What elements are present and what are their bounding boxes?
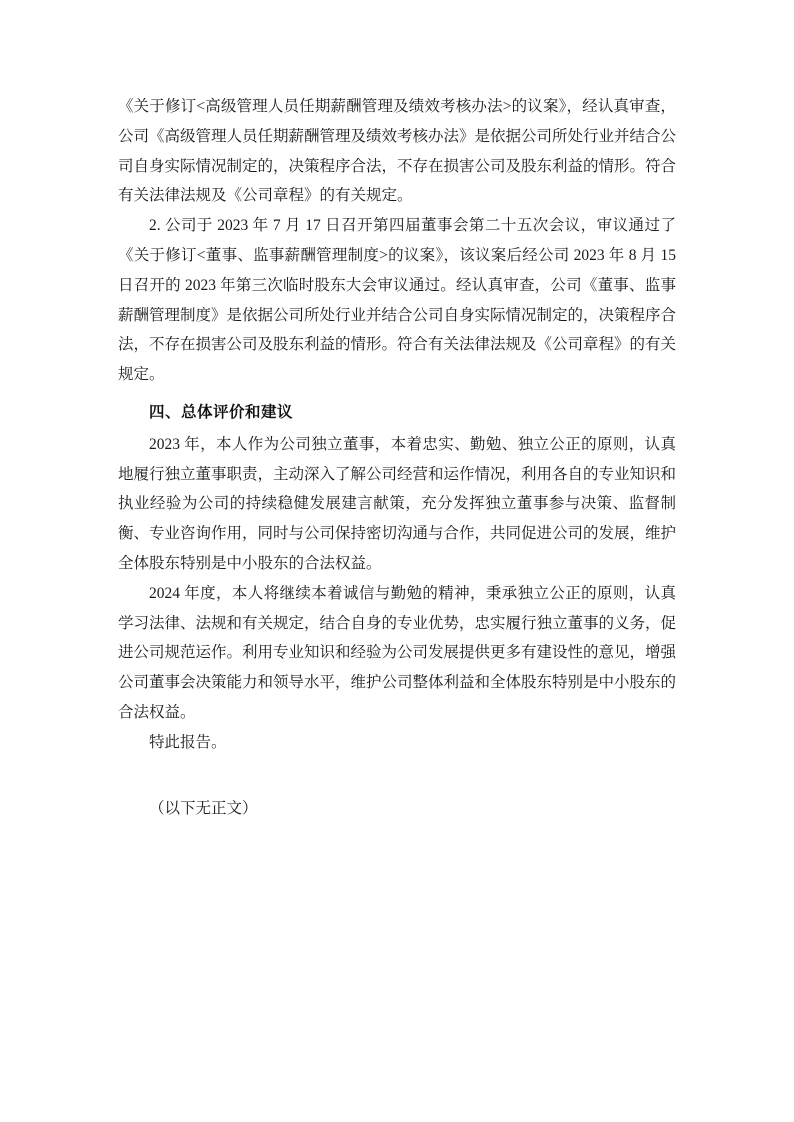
section-heading-overall-evaluation: 四、总体评价和建议 (149, 403, 294, 421)
paragraph-2023-evaluation: 2023 年，本人作为公司独立董事，本着忠实、勤勉、独立公正的原则，认真地履行独立董事职责，主动深入了解公司经营和运作情况，利用各自的专业知识和执业经验为公司的持续稳健发展建言献策，充分发挥独立董事参与决策、监督制衡、专业咨询作用，同时与公司保持密切沟通与合作，共同促进公司的发展，维护全体股东特别是中小股东的合法权益。 (118, 435, 677, 572)
paragraph-2024-outlook: 2024 年度，本人将继续本着诚信与勤勉的精神，秉承独立公正的原则，认真学习法律、法规和有关规定，结合自身的专业优势，忠实履行独立董事的义务，促进公司规范运作。利用专业知识和经验为公司发展提供更多有建设性的意见，增强公司董事会决策能力和领导水平，维护公司整体利益和全体股东特别是中小股东的合法权益。 (118, 584, 677, 721)
paragraph-report-closing: 特此报告。 (149, 733, 227, 751)
paragraph-no-more-text-notice: （以下无正文） (149, 799, 258, 817)
paragraph-board-meeting-2023: 2. 公司于 2023 年 7 月 17 日召开第四届董事会第二十五次会议，审议通过了《关于修订<董事、监事薪酬管理制度>的议案》，该议案后经公司 2023 年 8 月 15 日召开的 2023 年第三次临时股东大会审议通过。经认真审查，公司《董事、监事薪酬管理制度》是依据公司所处行业并结合公司自身实际情况制定的，决策程序合法，不存在损害公司及股东利益的情形。符合有关法律法规及《公司章程》的有关规定。 (118, 217, 677, 384)
paragraph-resolution-senior-management: 《关于修订<高级管理人员任期薪酬管理及绩效考核办法>的议案》，经认真审查，公司《高级管理人员任期薪酬管理及绩效考核办法》是依据公司所处行业并结合公司自身实际情况制定的，决策程序合法，不存在损害公司及股东利益的情形。符合有关法律法规及《公司章程》的有关规定。 (118, 98, 677, 205)
